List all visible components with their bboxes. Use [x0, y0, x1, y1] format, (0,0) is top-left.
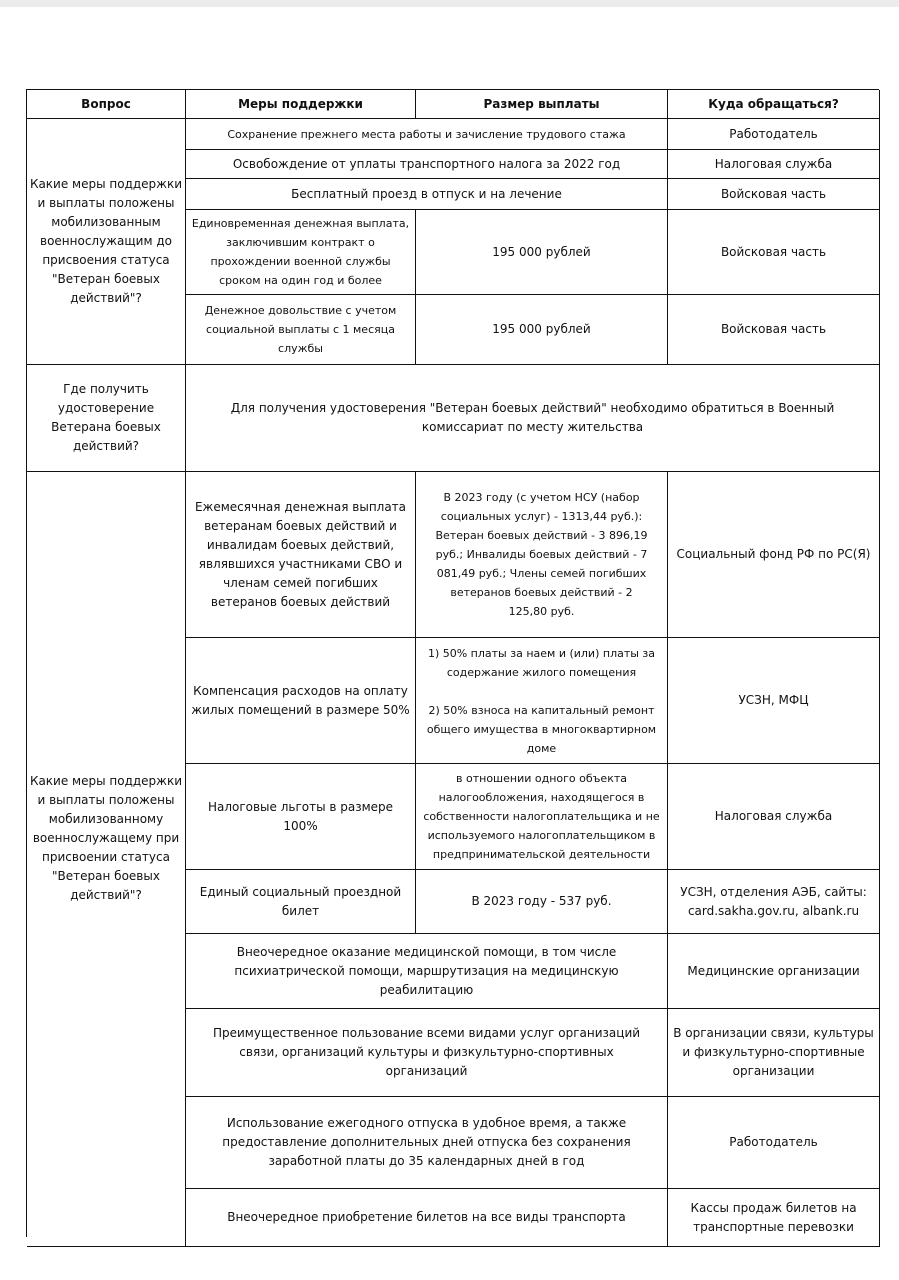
section3-row3-amount: в отношении одного объекта налогообложения, находящегося в собственности налогоплательщика и не используемого налогоплательщиком в предпринимательской деятельности	[416, 764, 668, 870]
section3-row2-amount-item2: 2) 50% взноса на капитальный ремонт общего имущества в многоквартирном доме	[426, 703, 657, 755]
header-measures: Меры поддержки	[186, 90, 416, 119]
header-question: Вопрос	[27, 90, 186, 119]
section3-row2-amount	[416, 638, 668, 764]
section1-row3-where: Войсковая часть	[668, 179, 880, 210]
section1-row4-amount: 195 000 рублей	[416, 210, 668, 295]
section1-row2-where: Налоговая служба	[668, 150, 880, 179]
section3-row5-measure: Внеочередное оказание медицинской помощи, в том числе психиатрической помощи, маршрутизация на медицинскую реабилитацию	[186, 934, 668, 1009]
section3-row7-measure: Использование ежегодного отпуска в удобное время, а также предоставление дополнительных дней отпуска без сохранения заработной платы до 35 календарных дней в год	[186, 1097, 668, 1189]
section1-question: Какие меры поддержки и выплаты положены мобилизованным военнослужащим до присвоения статуса "Ветеран боевых действий"?	[27, 119, 186, 365]
section3-row2-amount-item1: 1) 50% платы за наем и (или) платы за содержание жилого помещения	[427, 646, 656, 679]
section3-row2-measure: Компенсация расходов на оплату жилых помещений в размере 50%	[186, 638, 416, 764]
section3-row1-where: Социальный фонд РФ по РС(Я)	[668, 472, 880, 638]
section3-row6-measure: Преимущественное пользование всеми видами услуг организаций связи, организаций культуры и физкультурно-спортивных организаций	[186, 1009, 668, 1097]
section2-answer: Для получения удостоверения "Ветеран боевых действий" необходимо обратиться в Военный комиссариат по месту жительства	[186, 365, 880, 472]
section3-row3-where: Налоговая служба	[668, 764, 880, 870]
section1-row5-measure: Денежное довольствие с учетом социальной выплаты с 1 месяца службы	[186, 295, 416, 365]
section3-question: Какие меры поддержки и выплаты положены мобилизованному военнослужащему при присвоении статуса "Ветеран боевых действий"?	[27, 472, 186, 1247]
section3-row6-where: В организации связи, культуры и физкультурно-спортивные организации	[668, 1009, 880, 1097]
section3-row4-where: УСЗН, отделения АЭБ, сайты: card.sakha.gov.ru, albank.ru	[668, 870, 880, 934]
section1-row2-measure: Освобождение от уплаты транспортного налога за 2022 год	[186, 150, 668, 179]
section3-row2-where: УСЗН, МФЦ	[668, 638, 880, 764]
section2-question: Где получить удостоверение Ветерана боевых действий?	[27, 365, 186, 472]
support-measures-table	[26, 89, 879, 1237]
section3-row8-where: Кассы продаж билетов на транспортные перевозки	[668, 1189, 880, 1247]
section3-row1-measure: Ежемесячная денежная выплата ветеранам боевых действий и инвалидам боевых действий, являвшихся участниками СВО и членам семей погибших ветеранов боевых действий	[186, 472, 416, 638]
section1-row4-where: Войсковая часть	[668, 210, 880, 295]
section1-row1-where: Работодатель	[668, 119, 880, 150]
section1-row1-measure: Сохранение прежнего места работы и зачисление трудового стажа	[186, 119, 668, 150]
section3-row1-amount: В 2023 году (с учетом НСУ (набор социальных услуг) - 1313,44 руб.): Ветеран боевых действий - 3 896,19 руб.; Инвалиды боевых действий - 7 081,49 руб.; Члены семей погибших ветеранов боевых действий - 2 125,80 руб.	[416, 472, 668, 638]
section3-row3-measure: Налоговые льготы в размере 100%	[186, 764, 416, 870]
section3-row4-measure: Единый социальный проездной билет	[186, 870, 416, 934]
section1-row5-where: Войсковая часть	[668, 295, 880, 365]
section3-row5-where: Медицинские организации	[668, 934, 880, 1009]
header-amount: Размер выплаты	[416, 90, 668, 119]
section3-row8-measure: Внеочередное приобретение билетов на все виды транспорта	[186, 1189, 668, 1247]
section3-row7-where: Работодатель	[668, 1097, 880, 1189]
section1-row5-amount: 195 000 рублей	[416, 295, 668, 365]
header-where: Куда обращаться?	[668, 90, 880, 119]
top-bar	[0, 0, 899, 7]
section1-row4-measure: Единовременная денежная выплата, заключившим контракт о прохождении военной службы сроком на один год и более	[186, 210, 416, 295]
section3-row4-amount: В 2023 году - 537 руб.	[416, 870, 668, 934]
section1-row3-measure: Бесплатный проезд в отпуск и на лечение	[186, 179, 668, 210]
